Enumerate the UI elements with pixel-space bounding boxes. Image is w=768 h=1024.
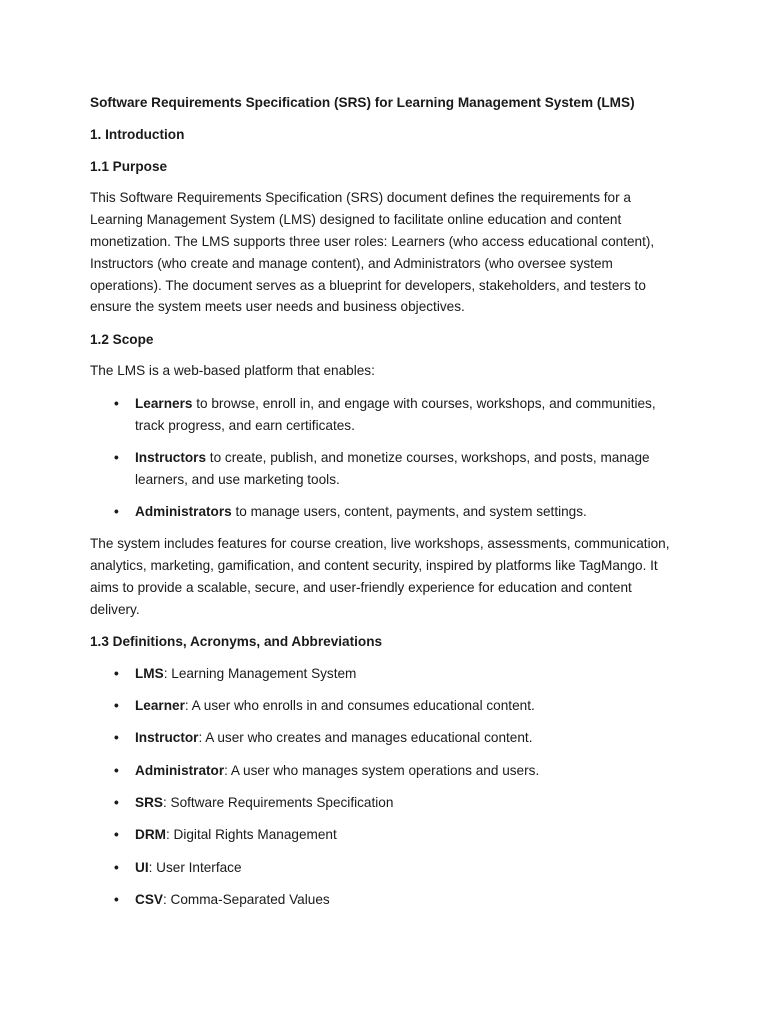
list-item-term: DRM [135, 827, 166, 843]
list-item-term: Administrators [135, 503, 232, 519]
list-item [90, 501, 680, 523]
section-heading-scope: 1.2 Scope [90, 331, 154, 347]
list-item [90, 695, 680, 717]
list-item [90, 663, 680, 685]
bullet-icon: • [114, 794, 119, 810]
list-item-term: Administrator [135, 762, 225, 778]
bullet-icon: • [114, 449, 119, 465]
list-item [90, 393, 680, 437]
list-item-term: Learner [135, 698, 185, 714]
document-page [90, 92, 680, 921]
list-item-text: to create, publish, and monetize courses, workshops, and posts, manage learners, and use marketing tools. [135, 449, 650, 487]
list-item-term: Instructors [135, 449, 207, 465]
list-item-term: CSV [135, 891, 163, 907]
list-item-term: SRS [135, 794, 163, 810]
scope-list [90, 393, 680, 523]
list-item-term: Instructor [135, 730, 199, 746]
list-item-text: to manage users, content, payments, and system settings. [231, 503, 587, 519]
bullet-icon: • [114, 665, 119, 681]
list-item-term: Learners [135, 395, 193, 411]
list-item [90, 727, 680, 749]
bullet-icon: • [114, 891, 119, 907]
section-heading-purpose: 1.1 Purpose [90, 158, 168, 174]
bullet-icon: • [114, 698, 119, 714]
list-item-text: : Software Requirements Specification [162, 794, 394, 810]
list-item-text: : A user who creates and manages educational content. [198, 730, 533, 746]
list-item-text: : Comma-Separated Values [162, 891, 330, 907]
section-heading-introduction: 1. Introduction [90, 126, 185, 142]
list-item [90, 792, 680, 814]
list-item [90, 760, 680, 782]
list-item-term: LMS [135, 665, 164, 681]
list-item-text: to browse, enroll in, and engage with courses, workshops, and communities, track progress, and earn certificates. [135, 395, 656, 433]
list-item [90, 447, 680, 491]
document-title: Software Requirements Specification (SRS) for Learning Management System (LMS) [90, 95, 635, 110]
bullet-icon: • [114, 859, 119, 875]
scope-intro: The LMS is a web-based platform that enables: [90, 363, 375, 379]
list-item-text: : User Interface [148, 859, 242, 875]
list-item-text: : A user who enrolls in and consumes educational content. [184, 698, 535, 714]
bullet-icon: • [114, 730, 119, 746]
list-item-text: : Digital Rights Management [165, 827, 337, 843]
list-item [90, 824, 680, 846]
bullet-icon: • [114, 503, 119, 519]
list-item [90, 889, 680, 911]
list-item-text: : Learning Management System [163, 665, 357, 681]
bullet-icon: • [114, 395, 119, 411]
list-item-text: : A user who manages system operations and users. [224, 762, 540, 778]
bullet-icon: • [114, 827, 119, 843]
list-item [90, 857, 680, 879]
bullet-icon: • [114, 762, 119, 778]
list-item-term: UI [135, 859, 149, 875]
definitions-list [90, 663, 680, 911]
scope-paragraph: The system includes features for course creation, live workshops, assessments, communication, analytics, marketing, gamification, and content security, inspired by platforms like TagMango. It aims to provide a scalable, secure, and user-friendly experience for education and content delivery. [90, 536, 670, 617]
purpose-paragraph: This Software Requirements Specification (SRS) document defines the requirements for a Learning Management System (LMS) designed to facilitate online education and content monetization. The LMS supports three user roles: Learners (who access educational content), Instructors (who create and manage content), and Administrators (who oversee system operations). The document serves as a blueprint for developers, stakeholders, and testers to ensure the system meets user needs and business objectives. [90, 190, 655, 315]
section-heading-definitions: 1.3 Definitions, Acronyms, and Abbreviations [90, 633, 383, 649]
